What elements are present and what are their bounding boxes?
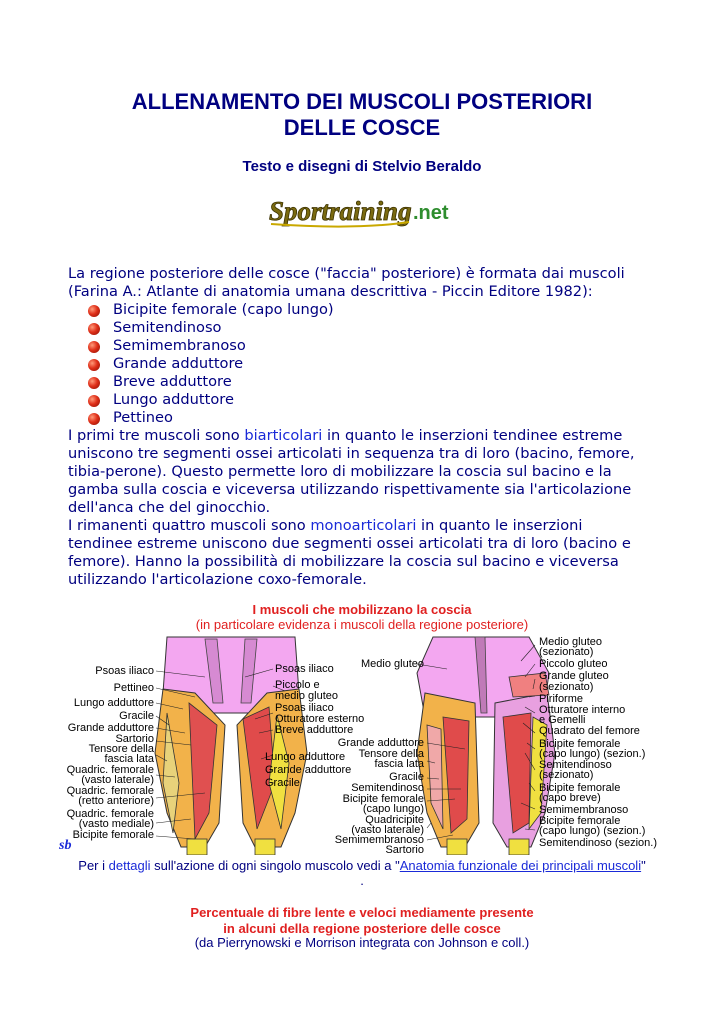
label-quadric-vasto-lat-2: (vasto laterale) — [81, 774, 154, 786]
label-tensore-left-1: Tensore della — [88, 743, 154, 755]
monoarticolari-term: monoarticolari — [310, 517, 417, 534]
intro-line-2: (Farina A.: Atlante di anatomia umana descrittiva - Piccin Editore 1982): — [68, 283, 593, 300]
label-grande-adduttore-mid: Grande adduttore — [337, 737, 424, 749]
bullet-icon — [88, 395, 100, 407]
para1-line-2: uniscono tre segmenti ossei articolati in sequenza tra di loro (bacino, femore, — [68, 445, 635, 462]
label-bicipite-mid-2: (capo lungo) — [362, 803, 424, 815]
label-sartorio-mid: Sartorio — [385, 844, 424, 856]
page-title: ALLENAMENTO DEI MUSCOLI POSTERIORI DELLE COSCE — [131, 89, 593, 140]
label-quadric-retto-2: (retto anteriore) — [78, 795, 154, 807]
label-quadrato-femore: Quadrato del femore — [539, 725, 640, 737]
label-pettineo: Pettineo — [113, 682, 154, 694]
percent-source: (da Pierrynowski e Morrison integrata con Johnson e coll.) — [194, 935, 530, 950]
label-quadric-vasto-med-1: Quadric. femorale — [66, 808, 154, 820]
label-piccolo-medio-gluteo-2: medio gluteo — [275, 690, 338, 702]
bullet-icon — [88, 341, 100, 353]
anatomia-funzionale-link[interactable]: Anatomia funzionale dei principali muscoli — [399, 858, 642, 873]
label-psoas-iliaco-center-2: Psoas iliaco — [275, 702, 334, 714]
para1-line-1: I primi tre muscoli sono biarticolari in quanto le inserzioni tendinee estreme — [68, 427, 623, 444]
label-otturatore-interno-1: Otturatore interno — [539, 704, 626, 716]
label-lungo-adduttore-center: Lungo adduttore — [265, 751, 346, 763]
label-bicipite-right-1: Bicipite femorale — [539, 738, 621, 750]
label-medio-gluteo-sez-2: (sezionato) — [539, 646, 594, 658]
label-quadric-vasto-med-2: (vasto mediale) — [78, 818, 154, 830]
label-piriforme: Piriforme — [539, 693, 584, 705]
label-psoas-iliaco-left: Psoas iliaco — [95, 665, 154, 677]
page: ALLENAMENTO DEI MUSCOLI POSTERIORI DELLE COSCE Testo e disegni di Stelvio Beraldo Sportraining .net La regione posteriore delle cosce ("faccia" posteriore) è formata dai muscoli (Farina A.: Atlante di anatomia umana descrittiva - Piccin Editore 1982): Bicipite femorale (capo lungo) Semitendinoso Semimembranoso Grande adduttore Breve adduttore Lungo adduttore Pettineo I primi tre muscoli sono biarticolari in quanto le inserzioni tendinee estreme uniscono tre segmenti ossei articolati in sequenza tra di loro (bacino, femore, tibia-perone). Questo permette loro di mobilizzare la coscia sul bacino e la gamba sulla coscia e viceversa utilizzando rispettivamente sia l'articolazione dell'anca che del ginocchio. I rimanenti quattro muscoli sono monoarticolari in quanto le inserzioni tendinee estreme uniscono due segmenti ossei articolati tra di loro (bacino e femore). Hanno la possibilità di mobilizzare la coscia sul bacino e viceversa utilizzando l'articolazione coxo-femorale. I muscoli che mobilizzano la coscia (in particolare evidenza i muscoli della regione posteriore) Psoas iliaco Pettineo Lungo adduttore Gracile Grande adduttore Sartorio Tensore della fascia lata Quadric. femorale (vasto laterale) Quadric. femorale (retto anteriore) Quadric. femorale (vasto mediale) Bicipite femorale Psoas iliaco Piccolo e medio gluteo Psoas iliaco Otturatore esterno Breve adduttore Lungo adduttore Grande adduttore Gracile Medio gluteo Grande adduttore Tensore della fascia lata Gracile Semitendinoso Bicipite femorale (capo lungo) Quadricipite (vasto laterale) Semimembranoso Sartorio Medio gluteo (sezionato) Piccolo gluteo Grande gluteo (sezionato) Piriforme Otturatore interno e Gemelli Quadrato del femore Bicipite femorale (capo lungo) (sezion.) Semitendinoso (sezionato) Bicipite femorale (capo breve) Semimembranoso Bicipite femorale (capo lungo) (sezion.) Semitendinoso (sezion.) sb Per i dettagli sull'azione di ogni singolo muscolo vedi a "Anatomia funzionale dei principali muscoli" . Percentuale di fibre lente e veloci mediamente presente in alcuni della regione posteriore delle cosce (da Pierrynowski e Morrison integrata con Johnson e coll.) — [0, 0, 724, 1024]
dettagli-term: dettagli — [108, 858, 151, 873]
author-signature: sb — [59, 838, 72, 853]
sportraining-logo[interactable] — [267, 194, 457, 228]
label-tensore-left-2: fascia lata — [104, 753, 154, 765]
bullet-icon — [88, 377, 100, 389]
label-bicipite-femorale-left: Bicipite femorale — [72, 829, 154, 841]
label-piccolo-gluteo: Piccolo gluteo — [539, 658, 608, 670]
label-lungo-adduttore-left: Lungo adduttore — [73, 697, 154, 709]
label-bicipite-lungo-sez-1: Bicipite femorale — [539, 815, 621, 827]
label-psoas-iliaco-center-1: Psoas iliaco — [275, 663, 334, 675]
logo-main-text: Sportraining — [269, 196, 412, 226]
percent-title: Percentuale di fibre lente e veloci mediamente presente in alcuni della regione posteriore delle cosce — [190, 905, 534, 936]
bullet-icon — [88, 359, 100, 371]
label-gracile-left: Gracile — [119, 710, 154, 722]
label-bicipite-breve-1: Bicipite femorale — [539, 782, 621, 794]
logo-suffix-text: .net — [413, 202, 449, 224]
biarticolari-term: biarticolari — [244, 427, 323, 444]
bullet-icon — [88, 413, 100, 425]
label-grande-gluteo-2: (sezionato) — [539, 681, 594, 693]
details-note-dot: . — [360, 873, 364, 888]
label-gracile-mid: Gracile — [389, 771, 424, 783]
label-semitendinoso-sez-right: Semitendinoso (sezion.) — [539, 837, 658, 849]
label-gracile-center: Gracile — [265, 777, 300, 789]
label-piccolo-medio-gluteo-1: Piccolo e — [275, 679, 320, 691]
label-semimembranoso-mid: Semimembranoso — [334, 834, 424, 846]
label-semitendinoso-sez-2: (sezionato) — [539, 769, 594, 781]
label-bicipite-mid-1: Bicipite femorale — [342, 793, 424, 805]
label-medio-gluteo-mid: Medio gluteo — [361, 658, 424, 670]
label-grande-adduttore-left: Grande adduttore — [67, 722, 154, 734]
intro-line-1: La regione posteriore delle cosce ("faccia" posteriore) è formata dai muscoli — [68, 265, 625, 282]
label-otturatore-esterno: Otturatore esterno — [275, 713, 365, 725]
para1-line-5: dell'anca che del ginocchio. — [68, 499, 271, 516]
label-semitendinoso-sez-1: Semitendinoso — [539, 759, 612, 771]
label-bicipite-breve-2: (capo breve) — [539, 792, 601, 804]
label-medio-gluteo-sez-1: Medio gluteo — [539, 636, 602, 648]
author-subtitle: Testo e disegni di Stelvio Beraldo — [242, 158, 482, 175]
label-semitendinoso-mid: Semitendinoso — [351, 782, 424, 794]
label-sartorio-left: Sartorio — [115, 733, 154, 745]
para1-line-4: gamba sulla coscia e viceversa utilizzando rispettivamente sia l'articolazione — [68, 481, 632, 498]
label-otturatore-interno-2: e Gemelli — [539, 714, 586, 726]
label-quadricipite-mid-2: (vasto laterale) — [351, 824, 424, 836]
label-grande-adduttore-center: Grande adduttore — [265, 764, 352, 776]
para1-line-3: tibia-perone). Questo permette loro di mobilizzare la coscia sul bacino e la — [68, 463, 612, 480]
details-note: Per i dettagli sull'azione di ogni singolo muscolo vedi a "Anatomia funzionale dei principali muscoli" — [78, 858, 646, 873]
label-bicipite-lungo-sez-2: (capo lungo) (sezion.) — [539, 825, 646, 837]
para2-line-4: utilizzando l'articolazione coxo-femorale. — [68, 571, 367, 588]
label-quadric-vasto-lat-1: Quadric. femorale — [66, 764, 154, 776]
para2-line-1: I rimanenti quattro muscoli sono monoarticolari in quanto le inserzioni — [68, 517, 583, 534]
figure-title: I muscoli che mobilizzano la coscia — [252, 602, 472, 617]
para2-line-3: femore). Hanno la possibilità di mobilizzare la coscia sul bacino e viceversa — [68, 553, 619, 570]
figure-subtitle: (in particolare evidenza i muscoli della regione posteriore) — [195, 617, 529, 632]
label-quadricipite-mid-1: Quadricipite — [365, 814, 424, 826]
label-breve-adduttore: Breve adduttore — [275, 724, 354, 736]
label-tensore-mid-1: Tensore della — [358, 748, 424, 760]
bullet-icon — [88, 305, 100, 317]
label-semimembranoso-right: Semimembranoso — [539, 804, 629, 816]
label-quadric-retto-1: Quadric. femorale — [66, 785, 154, 797]
label-grande-gluteo-1: Grande gluteo — [539, 670, 609, 682]
label-bicipite-right-2: (capo lungo) (sezion.) — [539, 748, 646, 760]
bullet-icon — [88, 323, 100, 335]
label-tensore-mid-2: fascia lata — [374, 758, 424, 770]
para2-line-2: tendinee estreme uniscono due segmenti ossei articolati tra di loro (bacino e — [68, 535, 631, 552]
